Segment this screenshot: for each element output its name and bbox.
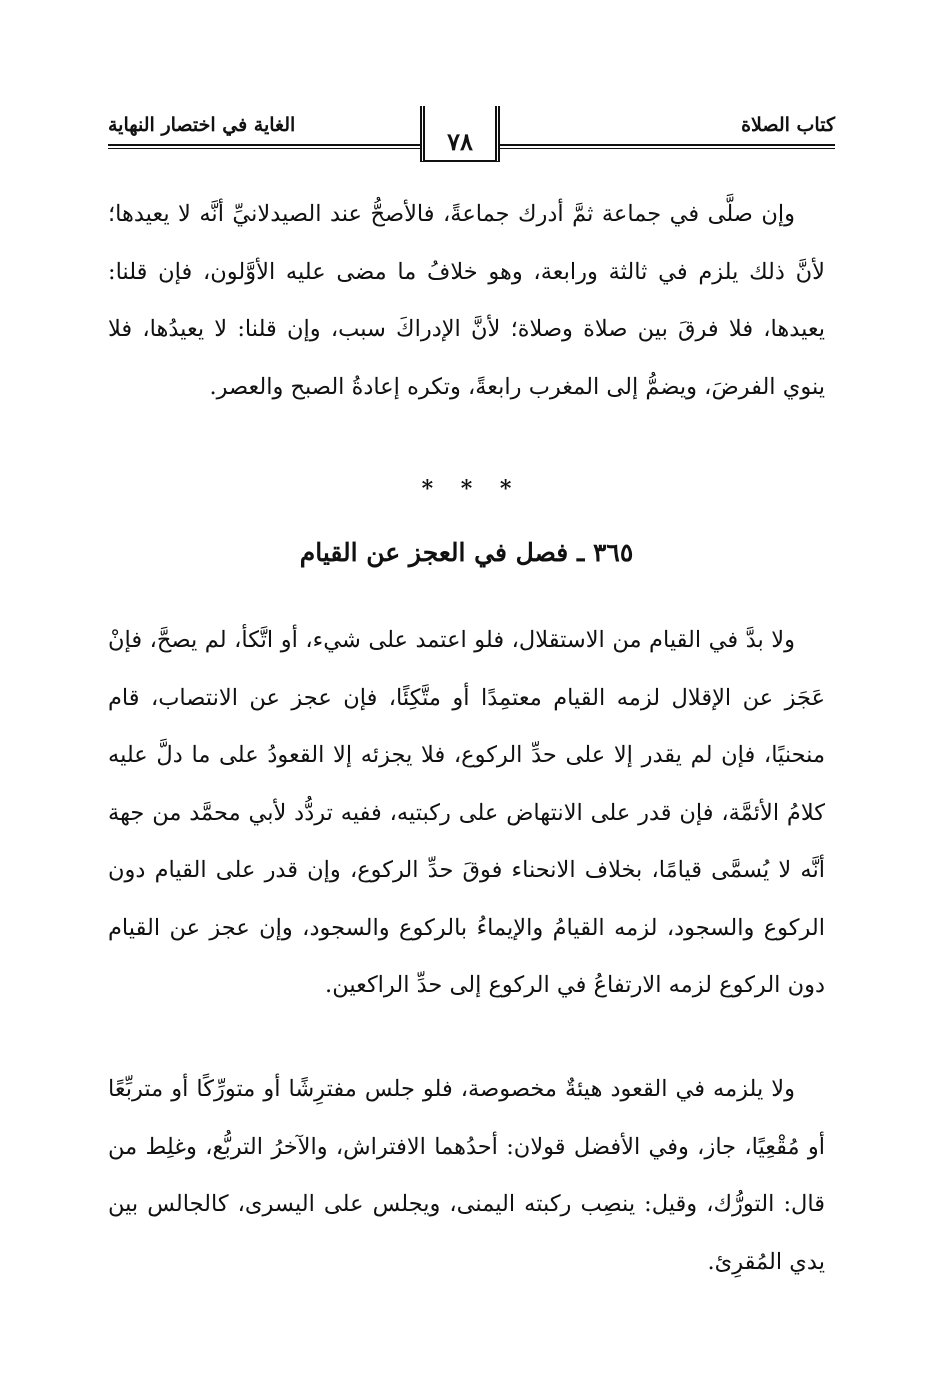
page-number: ٧٨ bbox=[447, 127, 473, 156]
running-header bbox=[108, 100, 835, 160]
section-separator: * * * bbox=[421, 476, 522, 502]
book-title: الغاية في اختصار النهاية bbox=[108, 114, 296, 136]
paragraph-text: ولا يلزمه في القعود هيئةٌ مخصوصة، فلو جلس مفترِشًا أو متورِّكًا أو متربِّعًا أو مُقْعِيًا، جاز، وفي الأفضل قولان: أحدُهما الافتراش، والآخرُ التربُّع، وغلِط من قال: التورُّك، وقيل: ينصِب ركبته اليمنى، ويجلس على اليسرى، كالجالس بين يدي المُقرِئ. bbox=[108, 1076, 825, 1275]
paragraph-2 bbox=[108, 612, 825, 1015]
paragraph-text: وإن صلَّى في جماعة ثمَّ أدرك جماعةً، فالأصحُّ عند الصيدلانيِّ أنَّه لا يعيدها؛ لأنَّ ذلك يلزم في ثالثة ورابعة، وهو خلافُ ما مضى عليه الأوَّلون، فإن قلنا: يعيدها، فلا فرقَ بين صلاة وصلاة؛ لأنَّ الإدراكَ سبب، وإن قلنا: لا يعيدُها، فلا ينوي الفرضَ، ويضمُّ إلى المغرب رابعةً، وتكره إعادةُ الصبح والعصر. bbox=[108, 201, 825, 400]
section-heading: ٣٦٥ ـ فصل في العجز عن القيام bbox=[299, 538, 634, 567]
page-number-frame bbox=[420, 106, 500, 162]
paragraph-3 bbox=[108, 1061, 825, 1291]
paragraph-text: ولا بدَّ في القيام من الاستقلال، فلو اعتمد على شيء، أو اتَّكأ، لم يصحَّ، فإنْ عَجَز عن الإقلال لزمه القيام معتمِدًا أو متَّكِئًا، فإن عجز عن الانتصاب، قام منحنيًا، فإن لم يقدر إلا على حدِّ الركوع، فلا يجزئه إلا القعودُ على ما دلَّ عليه كلامُ الأئمَّة، فإن قدر على الانتهاض على ركبتيه، ففيه تردُّد لأبي محمَّد من جهة أنَّه لا يُسمَّى قيامًا، بخلاف الانحناء فوقَ حدِّ الركوع، وإن قدر على القيام دون الركوع والسجود، لزمه القيامُ والإيماءُ بالركوع والسجود، وإن عجز عن القيام دون الركوع لزمه الارتفاعُ في الركوع إلى حدِّ الراكعين. bbox=[108, 627, 825, 998]
chapter-title: كتاب الصلاة bbox=[741, 114, 835, 136]
paragraph-1 bbox=[108, 186, 825, 416]
